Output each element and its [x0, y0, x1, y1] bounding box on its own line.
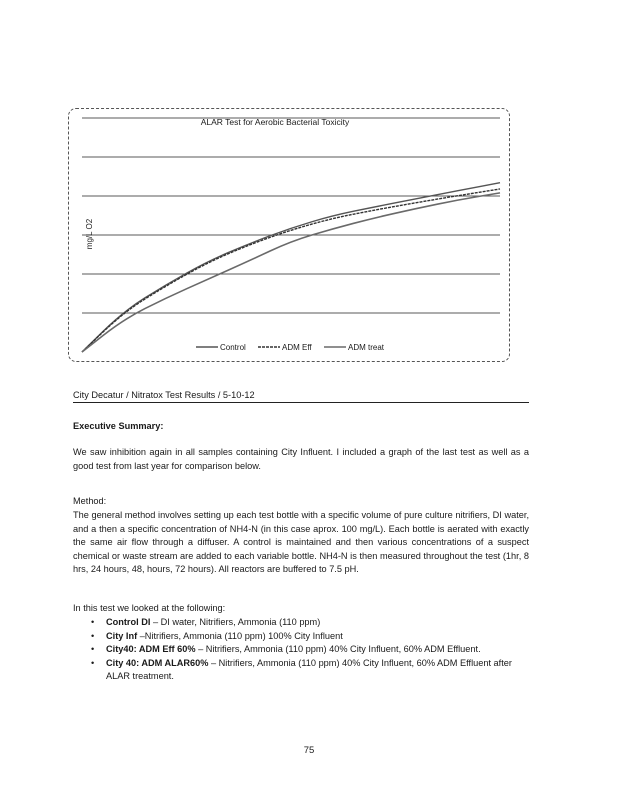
list-item-text: –Nitrifiers, Ammonia (110 ppm) 100% City Influent [137, 630, 343, 641]
list-item-label: City 40: ADM ALAR60% [106, 657, 209, 668]
series-line-adm-eff [82, 189, 500, 352]
method-title: Method: [73, 496, 107, 506]
list-item-label: Control DI [106, 617, 151, 627]
document-heading: City Decatur / Nitratox Test Results / 5-10-12 [73, 390, 529, 403]
list-item-label: City40: ADM Eff 60% [106, 644, 196, 655]
series-line-adm-treat [82, 193, 500, 352]
list-item [73, 657, 529, 684]
legend-label: Control [220, 343, 246, 352]
test-list-intro: In this test we looked at the following: [73, 603, 226, 613]
y-axis-label: mg/L O2 [85, 218, 94, 250]
page-number: 75 [303, 745, 315, 756]
list-item [73, 643, 529, 657]
legend-label: ADM treat [348, 343, 385, 352]
list-item [73, 616, 529, 630]
test-list [73, 616, 529, 684]
executive-summary-body: We saw inhibition again in all samples containing City Influent. I included a graph of the last test as well as a good test from last year for comparison below. [73, 447, 529, 471]
list-item-label: City Inf [106, 630, 138, 641]
toxicity-line-chart [68, 108, 510, 362]
series-line-control [82, 183, 500, 352]
list-item-text: – Nitrifiers, Ammonia (110 ppm) 40% City Influent, 60% ADM Effluent after ALAR treatment. [106, 657, 512, 682]
list-item-text: – Nitrifiers, Ammonia (110 ppm) 40% City Influent, 60% ADM Effluent. [195, 644, 481, 655]
method-body: The general method involves setting up each test bottle with a specific volume of pure culture nitrifiers, DI water, and a then a specific concentration of NH4-N (in this case aprox. 100 mg/L). Each bottle is aerated with exactly the same air flow through a diffuser. A control is maintained and then various concentrations of a suspect chemical or waste stream are added to each variable bottle. NH4-N is then measured throughout the test (1hr, 8 hrs, 24 hours, 48, hours, 72 hours). All reactors are buffered to 7.5 pH. [73, 510, 529, 575]
executive-summary-title: Executive Summary: [73, 421, 164, 431]
chart-title: ALAR Test for Aerobic Bacterial Toxicity [200, 117, 350, 127]
legend-label: ADM Eff [282, 343, 312, 352]
list-item-text: – DI water, Nitrifiers, Ammonia (110 ppm) [150, 617, 321, 627]
list-item [73, 630, 529, 644]
